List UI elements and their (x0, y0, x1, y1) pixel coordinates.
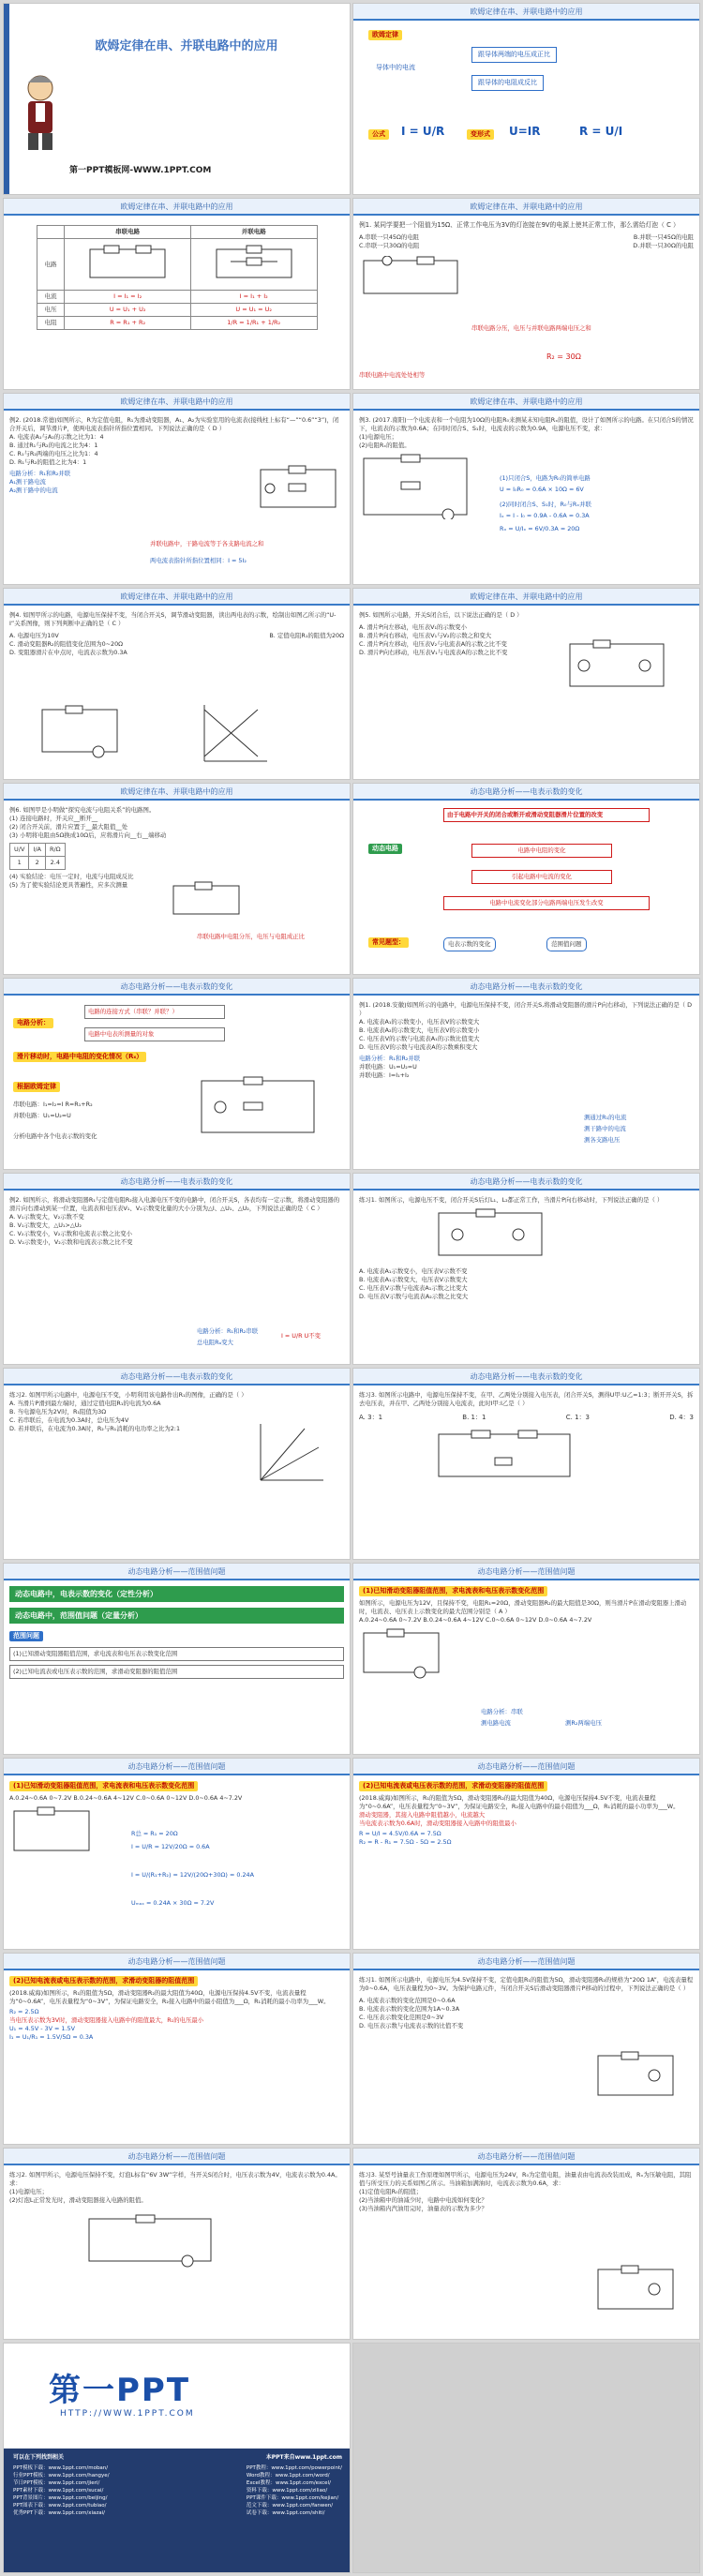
note-2: 串联电路中电流处处相等 (359, 371, 426, 379)
link-item[interactable]: 节日PPT模板：www.1ppt.com/jieri/ (13, 2480, 100, 2486)
slide-header: 动态电路分析——电表示数的变化 (4, 979, 350, 996)
slide-header: 动态电路分析——范围值问题 (4, 1564, 350, 1580)
law-tag: 欧姆定律 (368, 30, 402, 40)
table-cell: I/A (29, 844, 46, 857)
section-head: (2)已知电流表或电压表示数的范围，求滑动变阻器的阻值范围 (9, 1976, 198, 1986)
option-b: B. 定值电阻R₁的阻值为20Ω (269, 632, 344, 639)
option-b: B. 通过R₁与R₂的电流之比为4：1 (9, 442, 98, 449)
step-1: 电路的连接方式（串联？并联？） (84, 1005, 225, 1019)
slide-header: 动态电路分析——电表示数的变化 (353, 1369, 699, 1385)
tip-2: 测通过R₁的电流 (584, 1114, 627, 1121)
slide-final[interactable] (3, 2343, 351, 2573)
question: 练习2. 如图甲所示，电源电压保持不变，灯泡L标有“6V 3W”字样，当开关S闭合时，电压表示数为4V，电流表示数为0.4A。求： (9, 2171, 341, 2187)
slide-range-practice-1[interactable] (352, 1953, 700, 2145)
slide-example-2[interactable] (3, 393, 351, 585)
site-url[interactable]: HTTP://WWW.1PPT.COM (60, 2409, 195, 2419)
option-c: C. 电压表V的示数与电流表A₁的示数比值变大 (359, 1035, 480, 1042)
slide-example-5[interactable] (352, 588, 700, 780)
slide-example-1[interactable] (352, 198, 700, 390)
slide-dynamic-example-2[interactable] (3, 1173, 351, 1365)
formula: I = U/R (401, 125, 445, 138)
row-circuit: 电路 (37, 239, 65, 291)
formula-2: 当电压表示数为3V时，滑动变阻器接入电路中的阻值最大，R₁的电压最小 (9, 2016, 204, 2024)
link-item[interactable]: PPT课件下载：www.1ppt.com/kejian/ (246, 2495, 339, 2501)
option-a: A. 电流表A₁的示数变小，电压表V的示数变大 (359, 1018, 480, 1026)
slide-ohm-law[interactable] (352, 3, 700, 195)
question: 例2. (2018.常德)如图所示，R为定值电阻，R₁为滑动变阻器，A₁、A₂为实验室用的电流表(接线柱上标有“—”“0.6”“3”)，闭合开关后，调节滑片P，使两电流表指针所指位置相同。下列说法正确的是（ D ） (9, 416, 339, 432)
question: 练习1. 如图所示，电源电压不变，闭合开关S后灯L₁、L₂都正常工作，当滑片P向右移动时，下列说法正确的是（ ） (359, 1196, 664, 1204)
option-b: B. 当电源电压为2V时，R₁阻值为3Ω (9, 1408, 107, 1415)
parallel-formula: 并联电路：U₁=U₂=U (13, 1112, 71, 1119)
rule-1: 跟导体两端的电压成正比 (471, 47, 557, 63)
question: 练习3. 如图所示电路中，电源电压保持不变，在甲、乙两处分别接入电压表，闭合开关S，测得U甲:U乙=1:3；断开开关S，拆去电压表，并在甲、乙两处分别接入电流表，此时I甲:I乙是（ ） (359, 1391, 694, 1407)
tip-1: 电路分析：R₁和R₂并联 (9, 470, 71, 477)
dynamic-tag: 动态电路 (368, 844, 402, 854)
tip-1: 滑动变阻器，其接入电路中阻值越小，电流越大 (359, 1811, 486, 1819)
options: A.0.24~0.6A 0~7.2V B.0.24~0.6A 4~12V C.0~0.6A 0~12V D.0~0.6A 4~7.2V (359, 1616, 592, 1624)
option-c: C. 滑片P向左移动，电压表V₂与电流表A的示数之比不变 (359, 640, 507, 648)
tip-3: 测干路中的电流 (584, 1125, 626, 1132)
conductor-label: 导体中的电流 (376, 64, 415, 71)
slide-header: 动态电路分析——范围值问题 (4, 1954, 350, 1970)
option-d: D. V₂示数变小，V₂示数和电流表示数之比不变 (9, 1238, 133, 1246)
circuit-diagram (359, 256, 462, 298)
row-resistance: 电阻 (37, 317, 65, 330)
series-voltage: U = U₁ + U₂ (65, 304, 191, 317)
option-a: A. 滑片P向左移动，电压表V₁的示数变小 (359, 623, 467, 631)
parallel-circuit-icon (212, 245, 296, 282)
link-item[interactable]: PPT教程：www.1ppt.com/powerpoint/ (246, 2465, 342, 2471)
formula-3: U₁ = 4.5V - 3V = 1.5V (9, 2025, 75, 2032)
variant-2: R = U/I (579, 125, 623, 138)
circuit-diagram (359, 1628, 443, 1680)
slide-example-4[interactable] (3, 588, 351, 780)
teacher-figure-icon (15, 69, 67, 154)
tip-4: 并联电路中，干路电流等于各支路电流之和 (150, 540, 264, 547)
option-a: A. 电流表示数的变化范围是0~0.6A (359, 1997, 456, 2004)
answer: R₂ = 30Ω (546, 352, 581, 361)
tip-2: A₁测干路电流 (9, 478, 46, 486)
slide-range-practice-2[interactable] (3, 2148, 351, 2340)
cover-site: 第一PPT模板网-WWW.1PPT.COM (69, 166, 212, 175)
option-b: B. 电流表示数的变化范围为1A~0.3A (359, 2005, 460, 2013)
row-4: (4) 实验结论：电压一定时，电流与电阻成反比 (9, 873, 134, 880)
formula: I = U/R U不变 (281, 1332, 322, 1340)
tip-3: A₂测干路中的电流 (9, 487, 58, 494)
hint-tag: 范围问题 (9, 1631, 43, 1641)
slide-example-6[interactable] (3, 783, 351, 975)
slide-range-solution-2[interactable] (3, 1953, 351, 2145)
question: 例2. 如图所示，将滑动变阻器R₁与定值电阻R₂接入电源电压不变的电路中，闭合开关S，各表均有一定示数，将滑动变阻器的滑片向右滑动到某一位置，电流表和电压表V₁、V₂示数变化量的大小分别为△I、△U₁、△U₂，下列说法正确的是（ C ） (9, 1196, 340, 1212)
step-label: 电路分析： (13, 1018, 53, 1028)
slide-header: 动态电路分析——范围值问题 (4, 1759, 350, 1775)
slide-analysis-steps[interactable] (3, 978, 351, 1170)
circuit-diagram (593, 2051, 678, 2103)
line-3: 引起电路中电流的变化 (471, 870, 612, 884)
option-b: B. 电流表A₂的示数变大，电压表V的示数变小 (359, 1026, 480, 1034)
option-a: A. V₁示数变大，V₂示数不变 (9, 1213, 84, 1221)
variant-1: U=IR (509, 125, 541, 138)
empty-slot (352, 2343, 700, 2573)
option-b: B. 1：1 (462, 1414, 486, 1421)
option-c: C. 电压表示数变化范围是0~3V (359, 2014, 444, 2021)
line-1: 动态电路中，电表示数的变化（定性分析） (9, 1586, 344, 1602)
formula-4: I₁ = U₁/R₁ = 1.5V/5Ω = 0.3A (9, 2033, 94, 2041)
option-d: D. 变阻器滑片在中点时，电流表示数为0.3A (9, 649, 127, 656)
tip-5: 两电流表指针所指位置相同：I = 5I₂ (150, 557, 247, 564)
options: A.0.24~0.6A 0~7.2V B.0.24~0.6A 4~12V C.0~0.6A 0~12V D.0~0.6A 4~7.2V (9, 1794, 243, 1802)
option-d: D. R₁与R₂的阻值之比为4：1 (9, 458, 87, 466)
question: 例5. 如图所示电路，开关S闭合后，以下说法正确的是（ D ） (359, 611, 523, 619)
tip-2: 总电阻Rₐ变大 (197, 1339, 233, 1346)
circuit-diagram (434, 1430, 575, 1486)
option-a: A. 3：1 (359, 1414, 383, 1421)
graph-icon (253, 1419, 328, 1490)
slide-header: 动态电路分析——电表示数的变化 (4, 1369, 350, 1385)
option-a: A. 电流表A₁示数变小，电压表V示数不变 (359, 1267, 468, 1275)
table-cell: U/V (10, 844, 29, 857)
col-parallel: 并联电路 (190, 226, 317, 239)
step-4: Iₓ = I - I₀ = 0.9A - 0.6A = 0.3A (500, 512, 590, 519)
table-cell: 1 (10, 857, 29, 870)
option-d: D. 电压表V的示数与电流表A的示数乘积变大 (359, 1043, 478, 1051)
circuit-diagram (593, 2265, 678, 2316)
option-c: C. 滑动变阻器R₂的阻值变化范围为0~20Ω (9, 640, 124, 648)
step-5: Rₓ = U/Iₓ = 6V/0.3A = 20Ω (500, 525, 580, 532)
option-b: B.并联一只45Ω的电阻 (633, 233, 694, 241)
link-item[interactable]: 试卷下载：www.1ppt.com/shiti/ (246, 2510, 325, 2516)
parallel-current: I = I₁ + I₂ (190, 291, 317, 304)
question: 例4. 如图甲所示的电路，电源电压保持不变，当闭合开关S，调节滑动变阻器，读出两电表的示数，绘制出如图乙所示的“U-I”关系图像，则下列判断中正确的是（ C ） (9, 611, 337, 627)
link-item[interactable]: PPT背景图片：www.1ppt.com/beijing/ (13, 2495, 108, 2501)
slide-range-example-2[interactable] (352, 1758, 700, 1950)
row-5: (5) 为了使实验结论更具普遍性，应多次测量 (9, 881, 128, 889)
option-d: D. 电压表V示数与电流表A₂示数之比变大 (359, 1293, 469, 1300)
tip-4: 测各支路电压 (584, 1136, 621, 1144)
data-table (9, 843, 66, 870)
formula-tag: 公式 (368, 129, 389, 140)
series-current: I = I₁ = I₂ (65, 291, 191, 304)
slide-practice-2[interactable] (3, 1368, 351, 1560)
cover-title: 欧姆定律在串、并联电路中的应用 (95, 39, 278, 53)
question: 例1. 某同学要把一个阻值为15Ω、正常工作电压为3V的灯泡接在9V的电源上使其正常工作，那么需给灯泡（ C ） (359, 221, 680, 229)
parallel-voltage: U = U₁ = U₂ (190, 304, 317, 317)
option-d: D. 滑片P向右移动，电压表V₁与电流表A的示数之比不变 (359, 649, 508, 656)
option-d: D.并联一只30Ω的电阻 (633, 242, 694, 249)
note-1: 串联电路分压，电压与并联电路两端电压之和 (471, 324, 591, 332)
slide-practice-3[interactable] (352, 1368, 700, 1560)
link-item[interactable]: PPT模板下载：www.1ppt.com/moban/ (13, 2465, 109, 2471)
row-2: (2) 闭合开关前，滑片应置于__最大阻值__处 (9, 823, 128, 831)
option-a: A. 电流表A₁与A₂的示数之比为1：4 (9, 433, 104, 441)
option-a: A.串联一只45Ω的电阻 (359, 233, 420, 241)
last-step: 分析电路中各个电表示数的变化 (13, 1132, 97, 1140)
circuit-diagram (37, 705, 122, 761)
slide-range-practice-3[interactable] (352, 2148, 700, 2340)
slide-header: 欧姆定律在串、并联电路中的应用 (4, 199, 350, 216)
point-2: (2)已知电流表或电压表示数的范围，求滑动变阻器的阻值范围 (9, 1665, 344, 1679)
section-head: (1)已知滑动变阻器阻值范围，求电流表和电压表示数变化范围 (9, 1781, 198, 1791)
option-d: D. 若并联后，在电流为0.3A时，R₂与R₁消耗的电功率之比为2:1 (9, 1425, 181, 1432)
question: 例1. (2018.安徽)如图所示的电路中，电源电压保持不变，闭合开关S,将滑动变阻器的滑片P向右移动，下列说法正确的是（ D ） (359, 1001, 693, 1017)
hint: 串联电路中电阻分压，电压与电阻成正比 (197, 933, 306, 940)
link-item[interactable]: PPT图表下载：www.1ppt.com/tubiao/ (13, 2503, 107, 2509)
question: (2018.威海)如图所示，R₁的阻值为5Ω，滑动变阻器R₂的最大阻值为40Ω，电源电压保持4.5V不变，电流表量程为“0~0.6A”，电压表量程为“0~3V”，为保证电路安全，R₂接入电路中的最小阻值为___Ω，R₁消耗的最小功率为___W。 (359, 1794, 680, 1810)
option-b: B. 电流表A₁示数变大，电压表V示数变大 (359, 1276, 468, 1283)
circuit-diagram (359, 454, 471, 519)
row-current: 电流 (37, 291, 65, 304)
slide-header: 动态电路分析——电表示数的变化 (353, 784, 699, 801)
formula-2: 并联电路：I=I₁+I₂ (359, 1071, 410, 1079)
tip-1: 电路分析：串联 (481, 1708, 523, 1715)
link-item[interactable]: 行业PPT模板：www.1ppt.com/hangye/ (13, 2473, 110, 2479)
comparison-table (37, 225, 318, 330)
slide-range-intro[interactable] (3, 1563, 351, 1755)
formula-2: R₂ = R - R₁ = 7.5Ω - 5Ω = 2.5Ω (359, 1838, 452, 1846)
sub-question-1: (1)电源电压； (359, 433, 398, 441)
formula-1: R = U/I = 4.5V/0.6A = 7.5Ω (359, 1830, 441, 1837)
line-2: 电路中电阻的变化 (471, 844, 612, 858)
option-b: B. V₁示数变大，△U₁>△U₂ (9, 1221, 82, 1229)
circuit-diagram (169, 881, 244, 919)
sub-question-2: (2)电阻Rₓ的阻值。 (359, 442, 411, 449)
option-c: C.串联一只30Ω的电阻 (359, 242, 420, 249)
option-a: A. 当滑片P滑到最左端时，通过定值电阻R₁的电流为0.6A (9, 1400, 161, 1407)
slide-range-solution-1[interactable] (3, 1758, 351, 1950)
formula-1: R总 = R₁ = 20Ω (131, 1830, 178, 1837)
option-b: B. 滑片P向右移动，电压表V₁与V₂的示数之和变大 (359, 632, 492, 639)
row-3: (3) 小明将电阻由5Ω换成10Ω后，应将滑片向__右__端移动 (9, 831, 167, 839)
step-3: (2)同时闭合S、S₁时，R₀与Rₓ并联 (500, 501, 591, 508)
question: 练习1. 如图所示电路中，电源电压为4.5V保持不变，定值电阻R₁的阻值为5Ω，滑动变阻器R₂的规格为“20Ω 1A”，电流表量程为0~0.6A，电压表量程为0~3V。为保护电路元件，当闭合开关S后滑动变阻器滑片P移动的过程中，下列说法正确的是（ ） (359, 1976, 694, 1992)
link-item[interactable]: 资料下载：www.1ppt.com/ziliao/ (246, 2488, 328, 2494)
left-title: 可以在下列找到相关 (13, 2454, 65, 2461)
formula-4: Uₘₐₓ = 0.24A × 30Ω = 7.2V (131, 1899, 215, 1907)
option-c: C. 若串联后，在电流为0.3A时，总电压为4V (9, 1416, 129, 1424)
col-series: 串联电路 (65, 226, 191, 239)
slide-header: 欧姆定律在串、并联电路中的应用 (353, 589, 699, 606)
link-item[interactable]: Excel教程：www.1ppt.com/excel/ (246, 2480, 331, 2486)
question: 练习3. 某型号油量表工作原理如图甲所示，电源电压为24V，R₀为定值电阻，油量表由电流表改装而成，Rₓ为压敏电阻，其阻值与所受压力的关系如图乙所示。当油箱加满油时，电流表示数为0.6A，求： (359, 2171, 692, 2187)
rule-2: 跟导体的电阻成反比 (471, 75, 544, 91)
row-1: (1) 连接电路时，开关应__断开__ (9, 815, 98, 822)
slide-practice-1[interactable] (352, 1173, 700, 1365)
link-item[interactable]: 优秀PPT下载：www.1ppt.com/xiazai/ (13, 2510, 106, 2516)
slide-header: 动态电路分析——电表示数的变化 (353, 979, 699, 996)
slide-cover[interactable] (3, 3, 351, 195)
slide-dynamic-example-1[interactable] (352, 978, 700, 1170)
line-4: 电路中电流变化部分电路两端电压发生改变 (443, 896, 650, 910)
slide-header: 动态电路分析——范围值问题 (353, 2149, 699, 2165)
slide-dynamic-circuit[interactable] (352, 783, 700, 975)
line-2: 动态电路中，范围值问题（定量分析） (9, 1608, 344, 1624)
series-formula: 串联电路：I₁=I₂=I R=R₁+R₂ (13, 1101, 93, 1108)
point-1: (1)已知滑动变阻器阻值范围，求电流表和电压表示数变化范围 (9, 1647, 344, 1661)
section-head: (1)已知滑动变阻器阻值范围，求电流表和电压表示数变化范围 (359, 1586, 547, 1596)
slide-header: 动态电路分析——范围值问题 (353, 1759, 699, 1775)
step-3: 滑片移动时，电路中电阻的变化情况（Rₓ） (13, 1052, 146, 1062)
option-c: C. 1：3 (565, 1414, 590, 1421)
step-1: (1)只闭合S，电路为R₀的简单电路 (500, 474, 591, 482)
slide-example-3[interactable] (352, 393, 700, 585)
right-title: 本PPT来自www.1ppt.com (265, 2454, 342, 2461)
parallel-resistance: 1/R = 1/R₁ + 1/R₂ (190, 317, 317, 330)
link-item[interactable]: Word教程：www.1ppt.com/word/ (246, 2473, 330, 2479)
slide-header: 动态电路分析——电表示数的变化 (4, 1174, 350, 1191)
sub-question-2: (2)灯泡L正常发光时，滑动变阻器接入电路的阻值。 (9, 2196, 147, 2204)
circuit-diagram (565, 639, 668, 696)
slide-header: 动态电路分析——范围值问题 (353, 1954, 699, 1970)
table-cell: R/Ω (45, 844, 65, 857)
series-circuit-icon (85, 245, 170, 282)
common-tag: 常见题型： (368, 937, 409, 948)
sub-question-1: (1)定值电阻R₀的阻值； (359, 2188, 423, 2195)
option-d: D. 4：3 (669, 1414, 694, 1421)
question: 例3. (2017.南阳)一个电流表和一个电阻为10Ω的电阻R₀来测某未知电阻Rₓ的阻值，设计了如图所示的电路。在只闭合S的情况下，电流表的示数为0.6A；在同时闭合S、S₁时，电流表的示数为0.9A，电源电压不变，求： (359, 416, 694, 432)
circuit-diagram (84, 2214, 216, 2270)
slide-header: 欧姆定律在串、并联电路中的应用 (353, 199, 699, 216)
slide-header: 动态电路分析——范围值问题 (353, 1564, 699, 1580)
row-voltage: 电压 (37, 304, 65, 317)
circuit-diagram (9, 1806, 94, 1858)
question: 如图所示，电源电压为12V，且保持不变，电阻R₁=20Ω，滑动变阻器R₂的最大阻值是30Ω，则当滑片P在滑动变阻器上滑动时，电流表、电压表上示数变化的最大范围分别是（ A ） (359, 1599, 687, 1615)
sub-question-1: (1)电源电压； (9, 2188, 49, 2195)
slide-range-example-1[interactable] (352, 1563, 700, 1755)
circuit-diagram (434, 1208, 546, 1265)
tip-1: 电路分析：R₁和R₂并联 (359, 1055, 421, 1062)
step-2: 电路中电表所测量的对象 (84, 1027, 225, 1041)
option-d: D. 电压表示数与电流表示数的比值不变 (359, 2022, 464, 2029)
step-2: U = I₀R₀ = 0.6A × 10Ω = 6V (500, 486, 584, 493)
links-panel (4, 2449, 351, 2573)
type-1: 电表示数的变化 (443, 937, 496, 951)
graph-icon (197, 700, 272, 771)
slide-header: 动态电路分析——范围值问题 (4, 2149, 350, 2165)
formula-1: 并联电路：U₁=U₂=U (359, 1063, 417, 1071)
link-item[interactable]: 范文下载：www.1ppt.com/fanwen/ (246, 2503, 334, 2509)
question: 练习2. 如图甲所示电路中，电源电压不变，小明利用该电路作出R₁的图像，正确的是（ ） (9, 1391, 247, 1399)
slide-header: 欧姆定律在串、并联电路中的应用 (353, 394, 699, 411)
option-c: C. R₁与R₂两端的电压之比为1：4 (9, 450, 98, 457)
tip-3: 测R₂两端电压 (565, 1719, 602, 1727)
formula-1: R₂ = 2.5Ω (9, 2008, 39, 2015)
slide-header: 欧姆定律在串、并联电路中的应用 (4, 784, 350, 801)
line-1: 由于电路中开关的闭合或断开或滑动变阻器滑片位置的改变 (443, 808, 650, 822)
option-c: C. V₂示数变小，V₂示数和电流表示数之比变小 (9, 1230, 133, 1237)
slide-header: 动态电路分析——电表示数的变化 (353, 1174, 699, 1191)
slide-series-parallel-table[interactable] (3, 198, 351, 390)
table-cell: 2.4 (45, 857, 65, 870)
cover-bar (4, 4, 9, 194)
type-2: 范围值问题 (546, 937, 587, 951)
question: (2018.威海)如图所示，R₁的阻值为5Ω，滑动变阻器R₂的最大阻值为40Ω，电源电压保持4.5V不变，电流表量程为“0~0.6A”，电压表量程为“0~3V”，为保证电路安全，R₂接入电路中的最小阻值为___Ω，R₁消耗的最小功率为___W。 (9, 1989, 330, 2005)
formula-2: I = U/R = 12V/20Ω = 0.6A (131, 1843, 210, 1850)
slide-header: 欧姆定律在串、并联电路中的应用 (4, 589, 350, 606)
slide-header: 欧姆定律在串、并联电路中的应用 (4, 394, 350, 411)
sub-question-3: (3)当油箱内汽油用完时，油量表的示数为多少？ (359, 2205, 487, 2212)
section-head: (2)已知电流表或电压表示数的范围，求滑动变阻器的阻值范围 (359, 1781, 547, 1791)
formula-3: I = U/(R₁+R₂) = 12V/(20Ω+30Ω) = 0.24A (131, 1871, 254, 1879)
step-4: 根据欧姆定律 (13, 1082, 60, 1092)
link-item[interactable]: PPT素材下载：www.1ppt.com/sucai/ (13, 2488, 104, 2494)
circuit-diagram (197, 1076, 319, 1142)
question: 例6. 如图甲是小明做“探究电流与电阻关系”的电路图。 (9, 806, 156, 814)
tip-2: 测电路电流 (481, 1719, 511, 1727)
table-cell: 2 (29, 857, 46, 870)
tip-2: 当电流表示数为0.6A时，滑动变阻器接入电路中的阻值最小 (359, 1820, 516, 1827)
option-a: A. 电源电压为10V (9, 632, 59, 639)
tip: 电路分析：R₁和R₂串联 (197, 1327, 259, 1335)
sub-question-2: (2)当油箱中的油减少时，电路中电流如何变化？ (359, 2196, 487, 2204)
variant-tag: 变形式 (467, 129, 494, 140)
circuit-diagram (256, 465, 340, 512)
slide-header: 欧姆定律在串、并联电路中的应用 (353, 4, 699, 21)
option-c: C. 电压表V示数与电流表A₁示数之比变大 (359, 1284, 468, 1292)
site-logo: 第一PPT (49, 2372, 191, 2409)
series-resistance: R = R₁ + R₂ (65, 317, 191, 330)
